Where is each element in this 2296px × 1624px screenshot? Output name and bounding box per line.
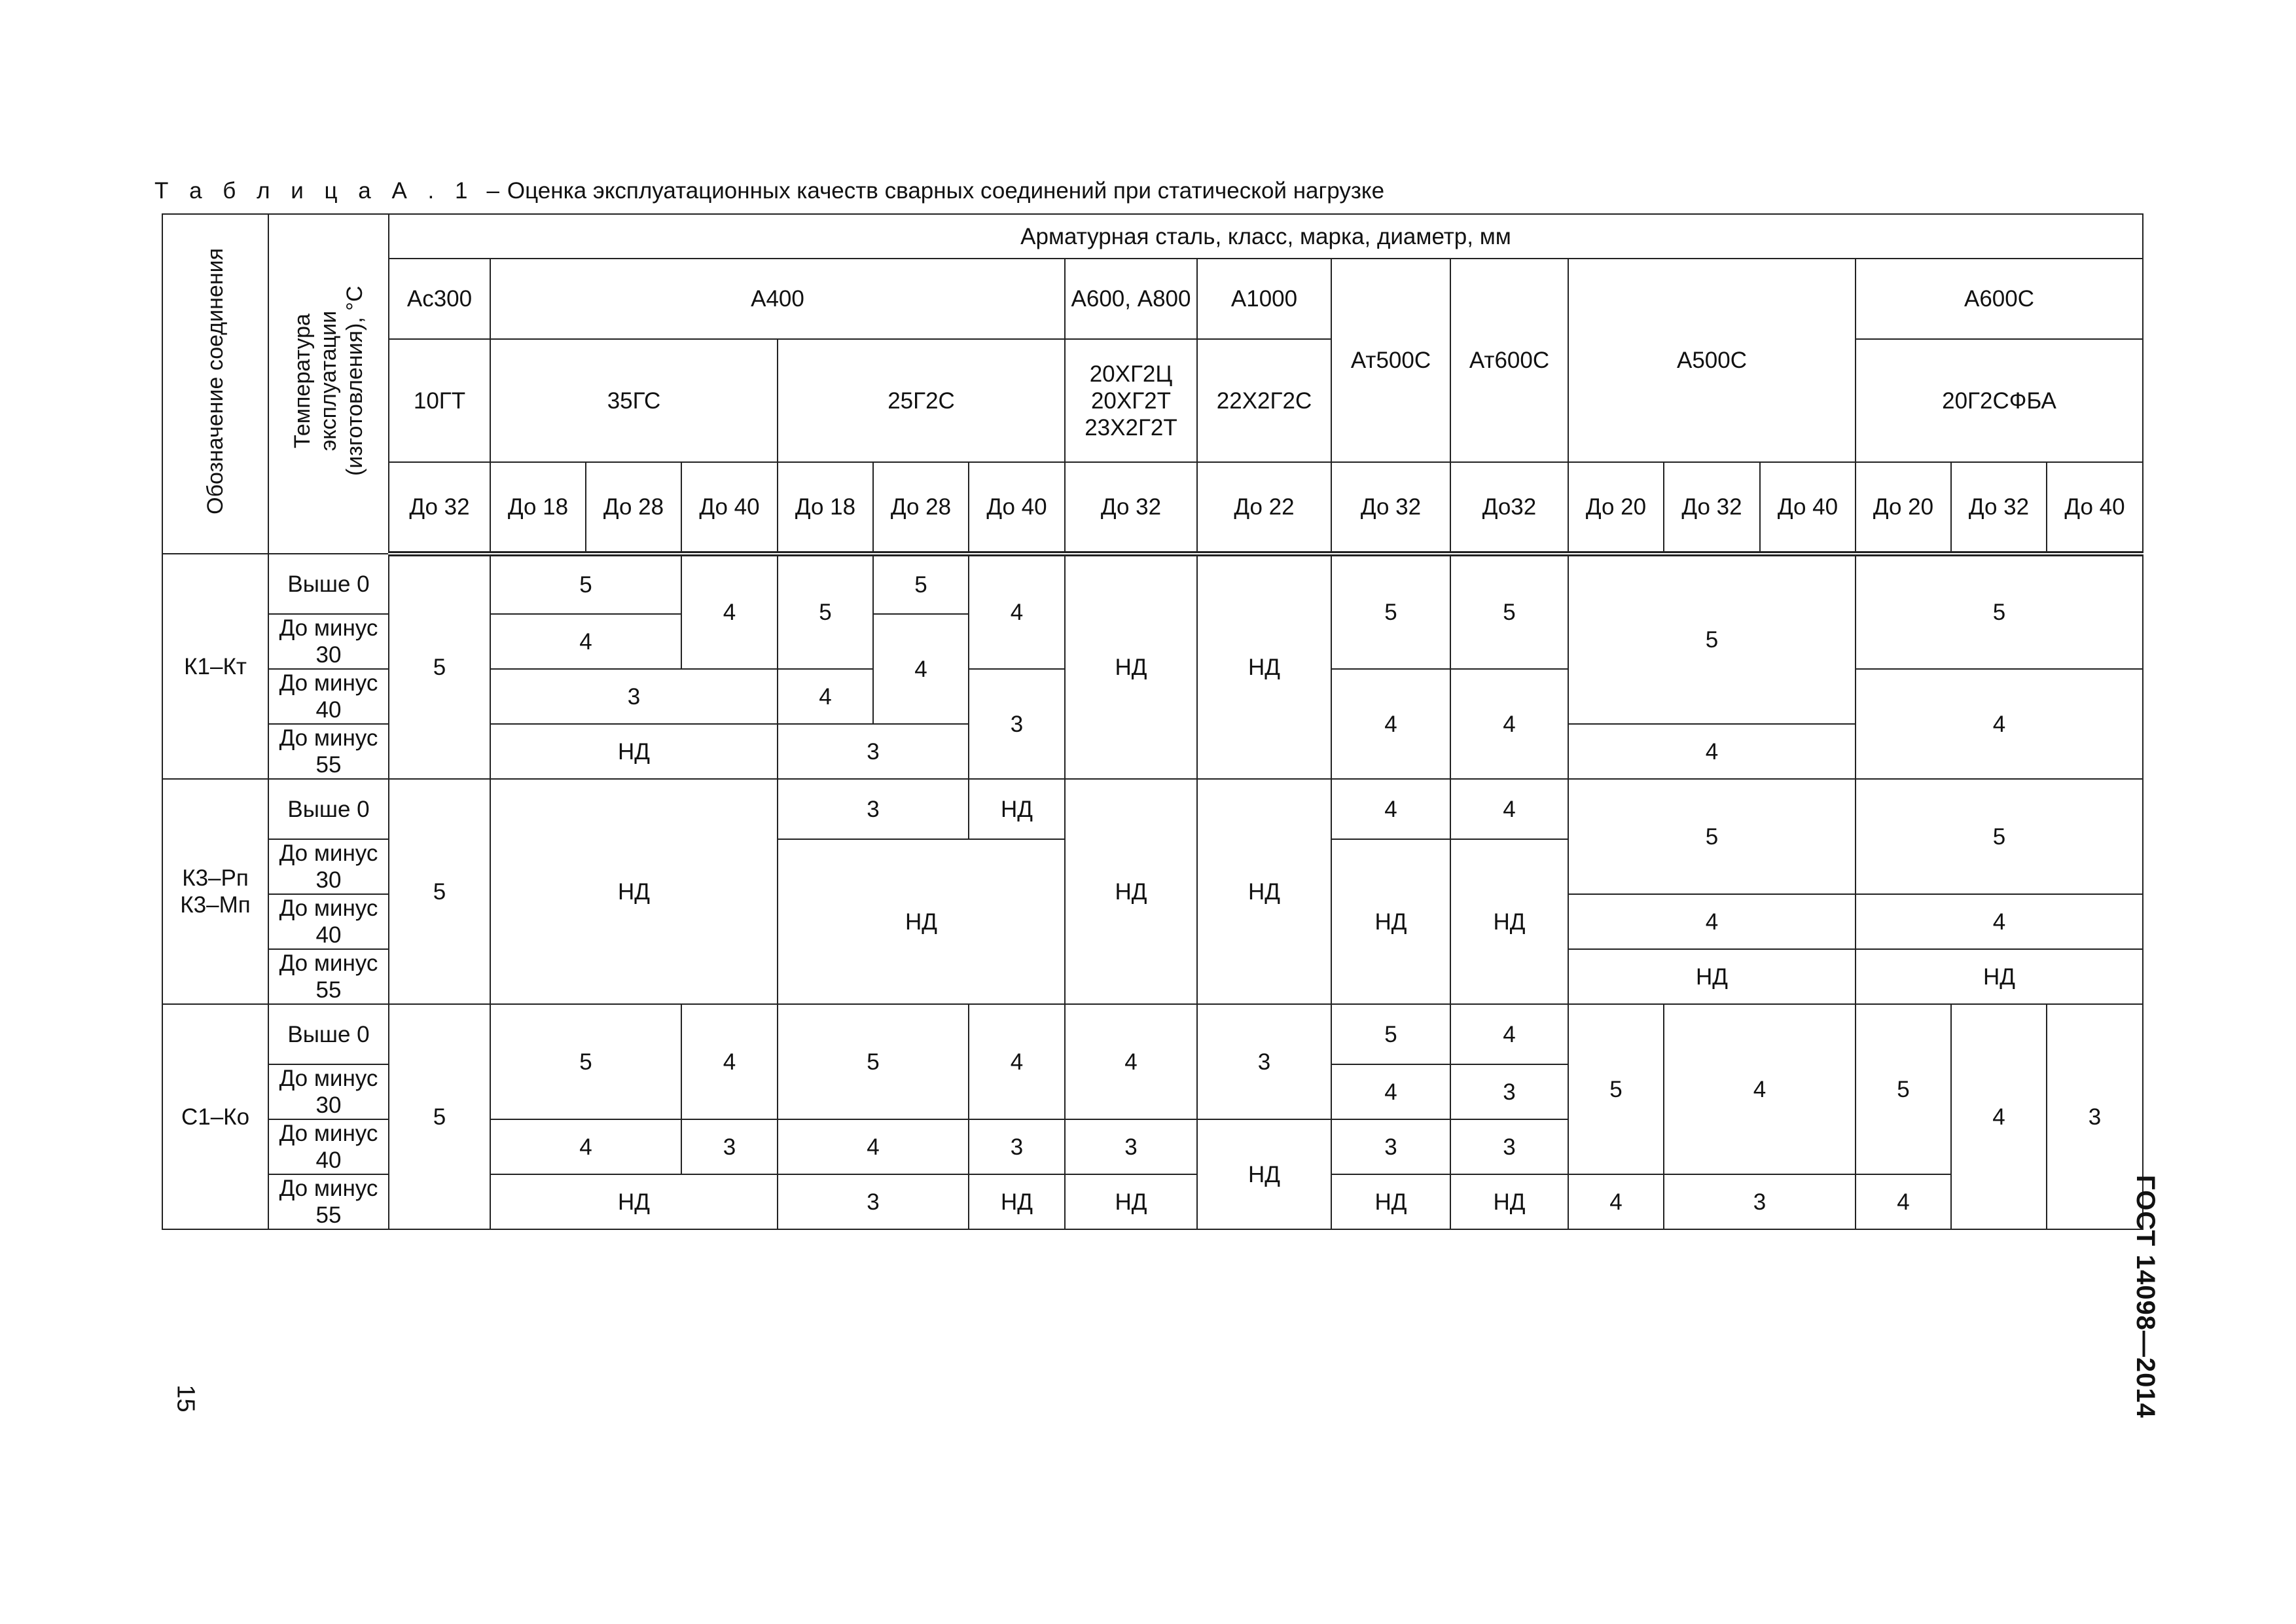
temp-cell: До минус 40 (268, 894, 389, 949)
rating-cell: 3 (1065, 1119, 1197, 1174)
class-a500c: А500С (1568, 259, 1856, 462)
rating-cell: 4 (873, 614, 969, 724)
rating-cell: НД (969, 1174, 1065, 1229)
temp-cell: До минус 40 (268, 1119, 389, 1174)
grade-20hg2c: 20ХГ2Ц 20ХГ2Т 23Х2Г2Т (1065, 339, 1197, 462)
rating-cell: НД (490, 1174, 778, 1229)
rating-cell: НД (1331, 1174, 1450, 1229)
rating-cell: 5 (1450, 554, 1568, 669)
rating-cell: 4 (1331, 1064, 1450, 1119)
diameter-cell: До 28 (873, 462, 969, 554)
rating-cell: 3 (681, 1119, 778, 1174)
diameter-cell: До 22 (1197, 462, 1331, 554)
rating-cell: 3 (1664, 1174, 1856, 1229)
temp-cell: До минус 55 (268, 949, 389, 1004)
diameter-cell: До 32 (1331, 462, 1450, 554)
rating-cell: 5 (1568, 779, 1856, 894)
rating-cell: 3 (778, 724, 969, 779)
grade-20g2sfba: 20Г2СФБА (1856, 339, 2143, 462)
rating-cell: НД (1197, 779, 1331, 1004)
rating-cell: 3 (969, 669, 1065, 779)
rating-cell: 5 (490, 1004, 681, 1119)
header-steel: Арматурная сталь, класс, марка, диаметр, мм (389, 214, 2143, 259)
rating-cell: 4 (490, 1119, 681, 1174)
rating-cell: 3 (2047, 1004, 2143, 1229)
rating-cell: 3 (969, 1119, 1065, 1174)
rating-cell: 5 (1856, 779, 2143, 894)
grade-35gs: 35ГС (490, 339, 778, 462)
rating-cell: 4 (681, 554, 778, 669)
rating-cell: НД (1065, 779, 1197, 1004)
class-a1000: А1000 (1197, 259, 1331, 339)
diameter-cell: До 28 (586, 462, 681, 554)
rating-cell: 4 (778, 1119, 969, 1174)
rating-cell: 3 (1450, 1064, 1568, 1119)
rating-cell: 5 (778, 554, 873, 669)
class-a400: А400 (490, 259, 1065, 339)
diameter-cell: До 32 (1951, 462, 2047, 554)
diameter-cell: До 40 (2047, 462, 2143, 554)
rating-cell: 5 (389, 779, 490, 1004)
rating-cell: 5 (490, 554, 681, 614)
temp-cell: Выше 0 (268, 1004, 389, 1064)
rating-cell: НД (1568, 949, 1856, 1004)
rating-cell: 3 (1331, 1119, 1450, 1174)
rating-cell: 4 (1568, 894, 1856, 949)
diameter-cell: До 20 (1856, 462, 1951, 554)
rating-cell: 5 (1568, 554, 1856, 724)
rating-cell: 4 (1664, 1004, 1856, 1174)
rating-cell: 4 (1450, 779, 1568, 839)
rating-cell: 5 (1856, 1004, 1951, 1174)
diameter-cell: До 40 (1760, 462, 1856, 554)
rating-cell: 4 (778, 669, 873, 724)
rating-cell: 3 (778, 779, 969, 839)
grade-22h2g2s: 22Х2Г2С (1197, 339, 1331, 462)
diameter-cell: До 18 (778, 462, 873, 554)
connection-k1: К1–Кт (162, 554, 268, 779)
rating-cell: 5 (1331, 554, 1450, 669)
class-ac300: Ас300 (389, 259, 490, 339)
temp-cell: До минус 30 (268, 1064, 389, 1119)
diameter-cell: До 32 (389, 462, 490, 554)
rating-cell: 5 (389, 554, 490, 779)
rating-cell: 4 (1331, 779, 1450, 839)
rating-cell: 4 (1331, 669, 1450, 779)
class-at500c: Ат500С (1331, 259, 1450, 462)
class-a600c: А600С (1856, 259, 2143, 339)
page-number: 15 (171, 1384, 200, 1413)
rating-cell: 4 (1856, 1174, 1951, 1229)
temp-cell: До минус 30 (268, 839, 389, 894)
rating-cell: НД (1065, 1174, 1197, 1229)
standard-designation: ГОСТ 14098—2014 (2131, 1175, 2160, 1418)
rating-cell: 4 (969, 554, 1065, 669)
temp-cell: Выше 0 (268, 779, 389, 839)
diameter-cell: До 40 (681, 462, 778, 554)
rating-cell: НД (1065, 554, 1197, 779)
grade-25g2s: 25Г2С (778, 339, 1065, 462)
rating-cell: НД (1197, 1119, 1331, 1229)
evaluation-table (162, 213, 2144, 1230)
rating-cell: 5 (1856, 554, 2143, 669)
class-a600-a800: А600, А800 (1065, 259, 1197, 339)
rating-cell: 3 (1197, 1004, 1331, 1119)
rating-cell: 4 (1065, 1004, 1197, 1119)
diameter-cell: До 20 (1568, 462, 1664, 554)
class-at600c: Ат600С (1450, 259, 1568, 462)
rating-cell: НД (1197, 554, 1331, 779)
grade-10gt: 10ГТ (389, 339, 490, 462)
rating-cell: НД (1856, 949, 2143, 1004)
caption-text: Оценка эксплуатационных качеств сварных соединений при статической нагрузке (507, 178, 1385, 204)
temp-cell: До минус 55 (268, 1174, 389, 1229)
rating-cell: 5 (778, 1004, 969, 1119)
header-temperature: Температура эксплуатации (изготовления), °С (268, 214, 389, 554)
rating-cell: 4 (490, 614, 681, 669)
rating-cell: 5 (389, 1004, 490, 1229)
rating-cell: 4 (1856, 894, 2143, 949)
diameter-cell: До 32 (1664, 462, 1760, 554)
temp-cell: До минус 30 (268, 614, 389, 669)
diameter-cell: До 40 (969, 462, 1065, 554)
rating-cell: 4 (1450, 669, 1568, 779)
rating-cell: НД (969, 779, 1065, 839)
rating-cell: 3 (490, 669, 778, 724)
header-designation: Обозначение соединения (162, 214, 268, 554)
rating-cell: 3 (1450, 1119, 1568, 1174)
temp-cell: Выше 0 (268, 554, 389, 614)
caption-dash: – (486, 178, 499, 204)
connection-c1: С1–Ко (162, 1004, 268, 1229)
temp-cell: До минус 55 (268, 724, 389, 779)
rating-cell: НД (1450, 1174, 1568, 1229)
rating-cell: 5 (1331, 1004, 1450, 1064)
rating-cell: 5 (1568, 1004, 1664, 1174)
rating-cell: 4 (1450, 1004, 1568, 1064)
rating-cell: НД (1331, 839, 1450, 1004)
rating-cell: 4 (681, 1004, 778, 1119)
rating-cell: НД (490, 724, 778, 779)
evaluation-table-wrapper (162, 213, 2144, 1230)
rating-cell: НД (1450, 839, 1568, 1004)
caption-label: Т а б л и ц а А . 1 (154, 178, 475, 204)
rating-cell: 4 (1568, 1174, 1664, 1229)
connection-k3: К3–Рп К3–Мп (162, 779, 268, 1004)
diameter-cell: До 18 (490, 462, 586, 554)
diameter-cell: До32 (1450, 462, 1568, 554)
rating-cell: 4 (1568, 724, 1856, 779)
rating-cell: 4 (969, 1004, 1065, 1119)
rating-cell: 4 (1951, 1004, 2047, 1229)
table-caption (154, 178, 1384, 204)
rating-cell: 4 (1856, 669, 2143, 779)
rating-cell: НД (490, 779, 778, 1004)
diameter-cell: До 32 (1065, 462, 1197, 554)
rating-cell: НД (778, 839, 1065, 1004)
temp-cell: До минус 40 (268, 669, 389, 724)
rating-cell: 5 (873, 554, 969, 614)
rating-cell: 3 (778, 1174, 969, 1229)
